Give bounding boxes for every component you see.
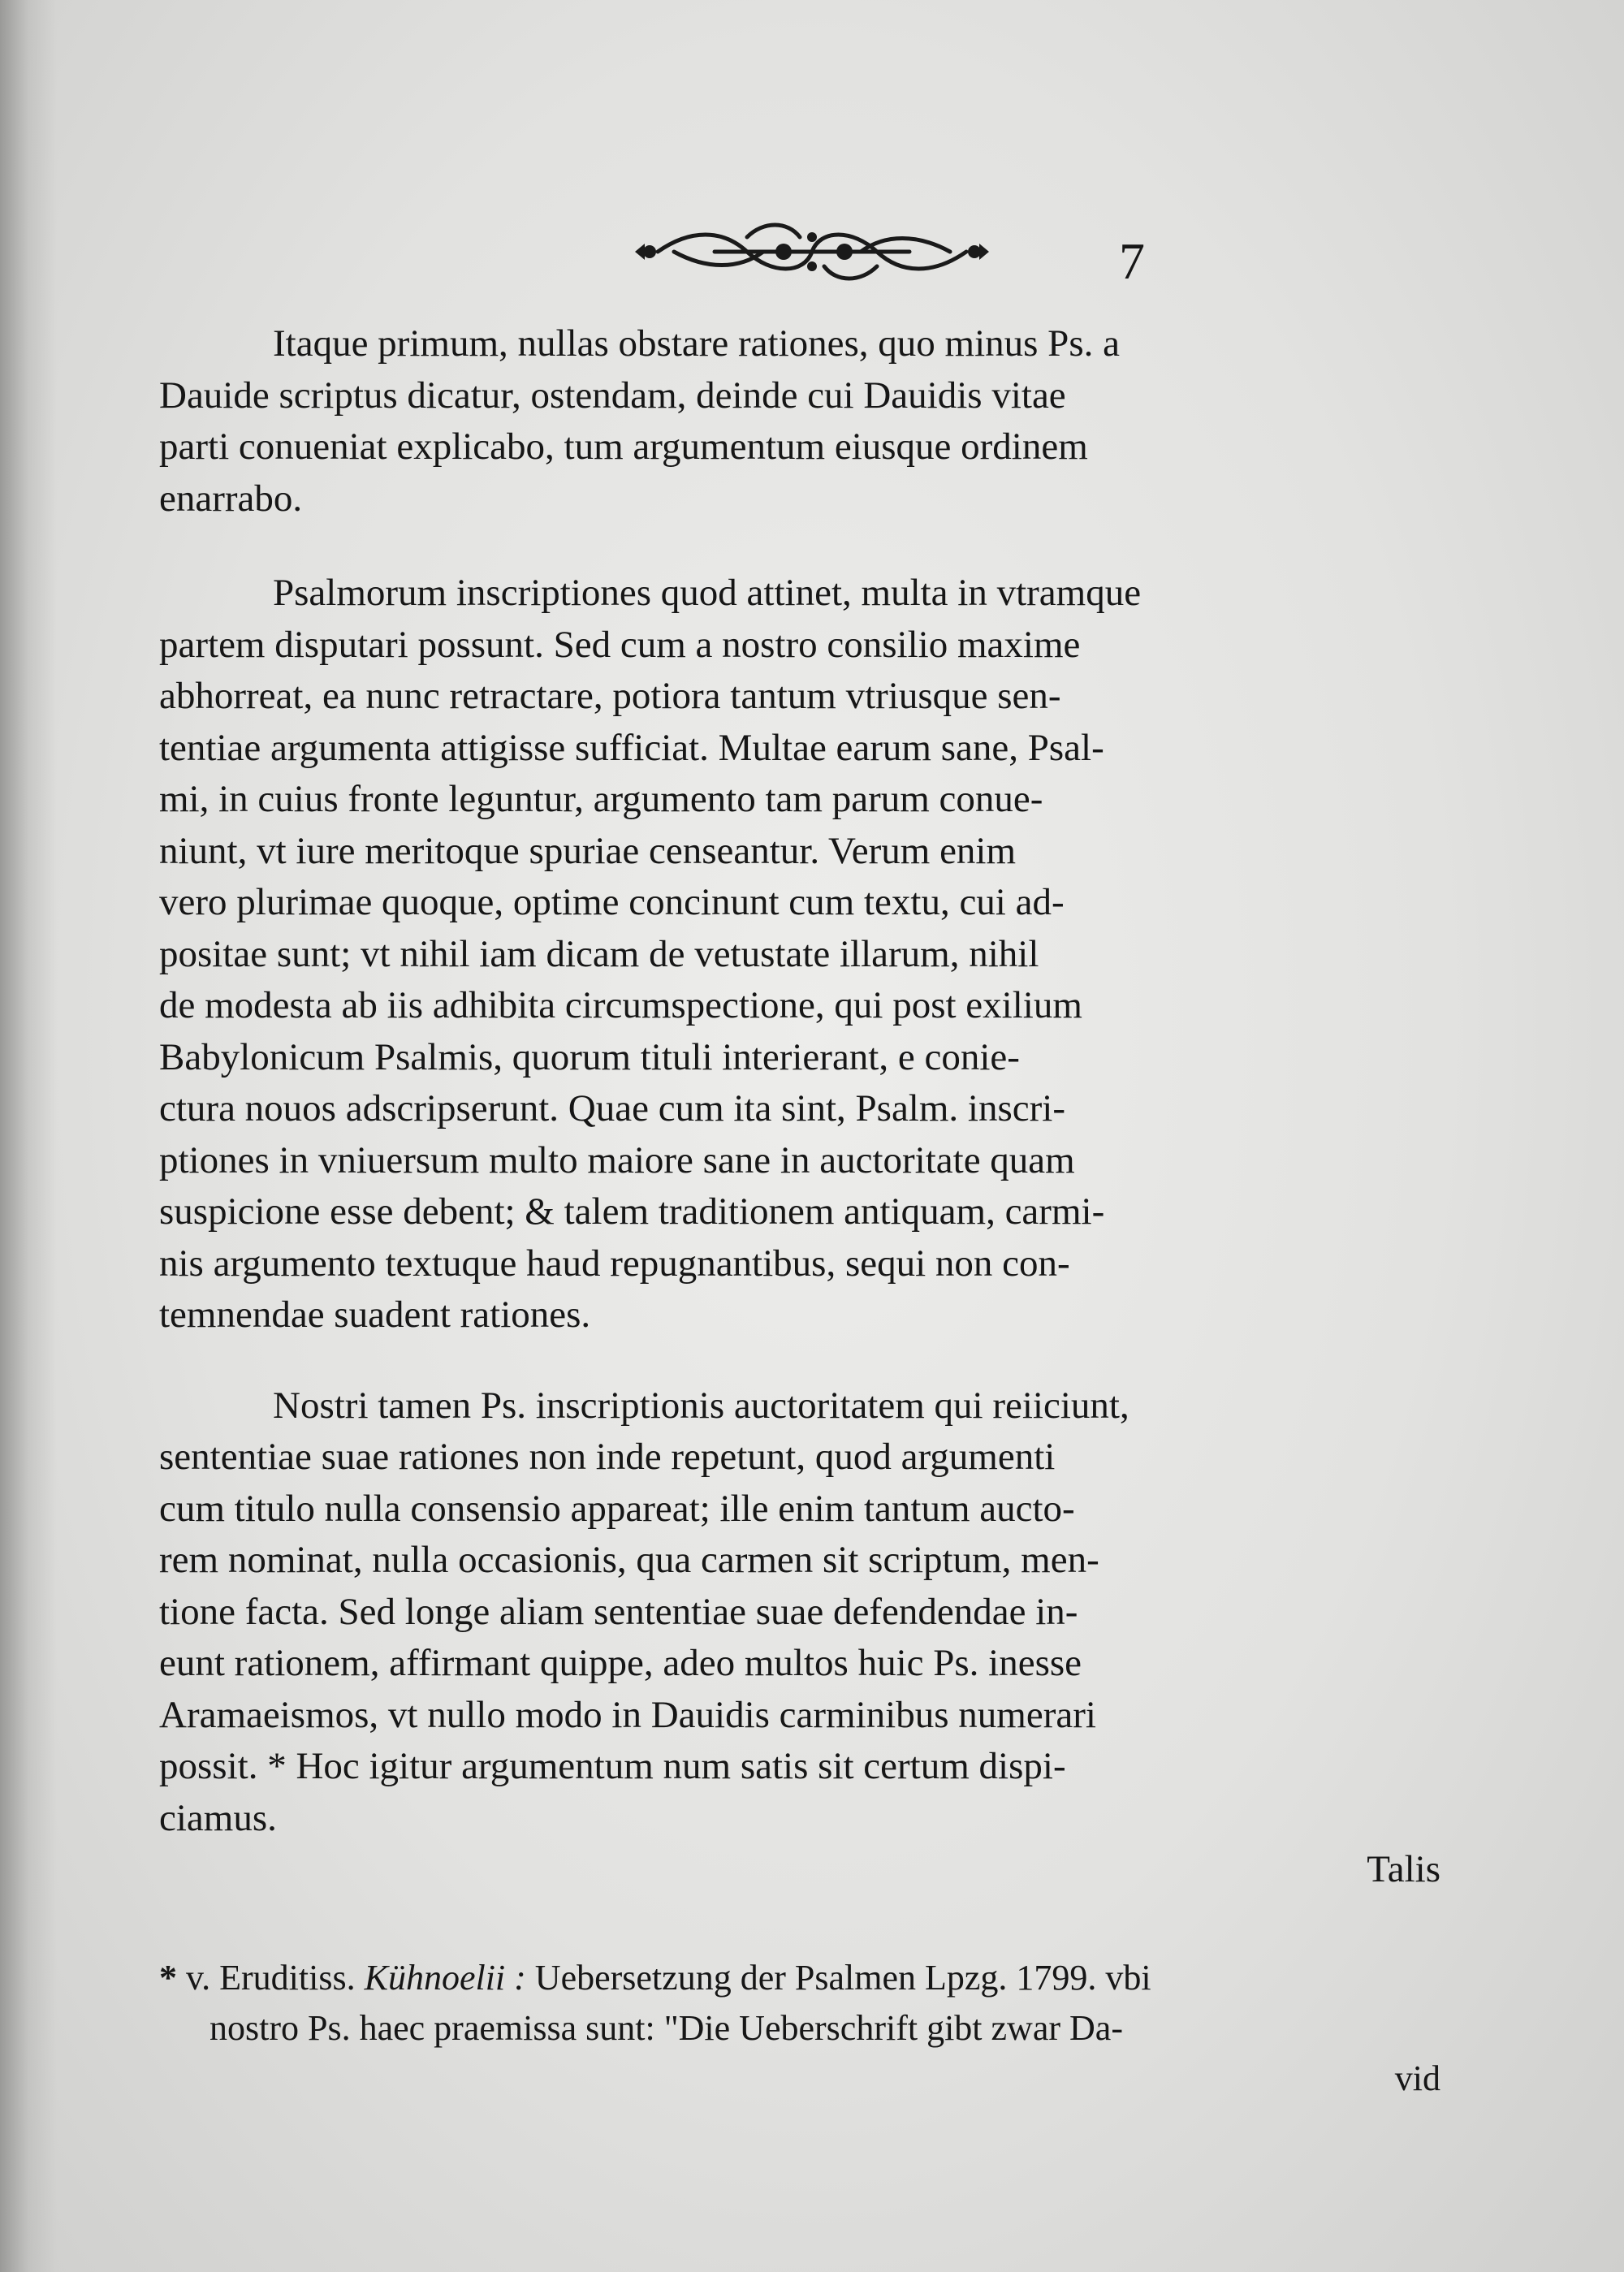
- text-line: Nostri tamen Ps. inscriptionis auctoritatem qui reiiciunt,: [273, 1384, 1129, 1427]
- paragraph-2: [159, 568, 1440, 1341]
- text-line: ciamus.: [159, 1796, 277, 1839]
- text-line: possit. * Hoc igitur argumentum num satis sit certum dispi-: [159, 1745, 1066, 1787]
- footnote: [159, 1953, 1440, 2104]
- text-line: enarrabo.: [159, 477, 303, 520]
- text-line: sententiae suae rationes non inde repetunt, quod argumenti: [159, 1436, 1056, 1478]
- floral-headpiece-ornament-icon: [625, 213, 999, 291]
- text-line: Babylonicum Psalmis, quorum tituli interierant, e conie-: [159, 1035, 1020, 1078]
- footnote-text: v. Eruditiss.: [186, 1958, 356, 1998]
- footnote-author: Kühnoelii :: [364, 1958, 526, 1998]
- text-line: ctura nouos adscripserunt. Quae cum ita sint, Psalm. inscri-: [159, 1087, 1065, 1130]
- page-number: 7: [1119, 232, 1145, 290]
- footnote-line: [159, 1953, 1440, 2003]
- text-line: parti conueniat explicabo, tum argumentum eiusque ordinem: [159, 425, 1088, 468]
- text-line: Itaque primum, nullas obstare rationes, quo minus Ps. a: [273, 322, 1120, 365]
- text-line: partem disputari possunt. Sed cum a nostro consilio maxime: [159, 623, 1081, 666]
- text-line: tione facta. Sed longe aliam sententiae suae defendendae in-: [159, 1590, 1078, 1633]
- text-line: cum titulo nulla consensio appareat; ille enim tantum aucto-: [159, 1487, 1075, 1530]
- paragraph-3: [159, 1380, 1440, 1845]
- body-text: [159, 318, 1440, 1896]
- text-line: Aramaeismos, vt nullo modo in Dauidis carminibus numerari: [159, 1693, 1096, 1736]
- binding-shadow: [0, 0, 57, 2272]
- text-line: niunt, vt iure meritoque spuriae censeantur. Verum enim: [159, 829, 1017, 872]
- footnote-mark: *: [159, 1958, 177, 1998]
- footnote-text: Uebersetzung der Psalmen Lpzg. 1799. vbi: [534, 1958, 1151, 1998]
- footnote-line: vid: [1394, 2058, 1440, 2098]
- catchword: Talis: [1367, 1848, 1440, 1890]
- text-line: Dauide scriptus dicatur, ostendam, deinde cui Dauidis vitae: [159, 374, 1066, 417]
- text-line: abhorreat, ea nunc retractare, potiora tantum vtriusque sen-: [159, 675, 1061, 717]
- paragraph-1: [159, 318, 1440, 525]
- text-line: temnendae suadent rationes.: [159, 1294, 591, 1336]
- text-line: de modesta ab iis adhibita circumspectione, qui post exilium: [159, 984, 1082, 1026]
- text-line: Psalmorum inscriptiones quod attinet, multa in vtramque: [273, 572, 1142, 614]
- text-line: positae sunt; vt nihil iam dicam de vetustate illarum, nihil: [159, 932, 1039, 975]
- text-line: vero plurimae quoque, optime concinunt cum textu, cui ad-: [159, 881, 1065, 923]
- text-line: nis argumento textuque haud repugnantibus, sequi non con-: [159, 1242, 1070, 1285]
- text-line: rem nominat, nulla occasionis, qua carmen sit scriptum, men-: [159, 1539, 1099, 1581]
- text-line: ptiones in vniuersum multo maiore sane in auctoritate quam: [159, 1138, 1075, 1181]
- footnote-line: nostro Ps. haec praemissa sunt: "Die Ueberschrift gibt zwar Da-: [209, 2008, 1123, 2048]
- text-line: tentiae argumenta attigisse sufficiat. Multae earum sane, Psal-: [159, 726, 1104, 769]
- text-line: suspicione esse debent; & talem traditionem antiquam, carmi-: [159, 1190, 1105, 1233]
- text-line: mi, in cuius fronte leguntur, argumento tam parum conue-: [159, 778, 1043, 820]
- text-line: eunt rationem, affirmant quippe, adeo multos huic Ps. inesse: [159, 1642, 1082, 1684]
